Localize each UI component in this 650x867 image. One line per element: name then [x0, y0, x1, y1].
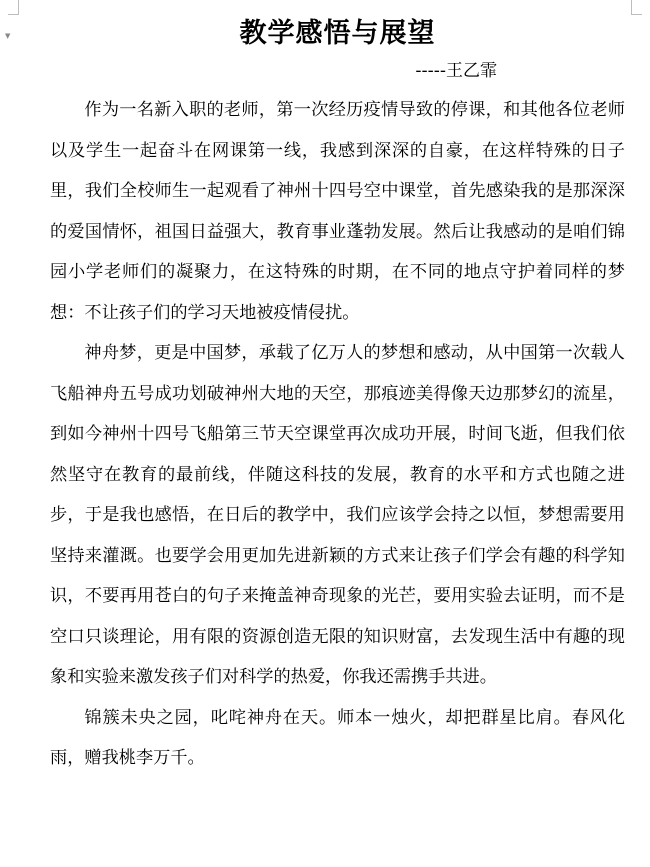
document-author: -----王乙霏 — [415, 61, 497, 81]
document-title: 教学感悟与展望 — [239, 18, 436, 49]
paragraph-2: 神舟梦，更是中国梦，承载了亿万人的梦想和感动，从中国第一次载人飞船神舟五号成功划破神州大地的天空，那痕迹美得像天边那梦幻的流星，到如今神州十四号飞船第三节天空课堂再次成功开展，时间飞逝，但我们依然坚守在教育的最前线，伴随这科技的发展，教育的水平和方式也随之进步，于是我也感悟，在日后的教学中，我们应该学会持之以恒，梦想需要用坚持来灌溉。也要学会用更加先进新颖的方式来让孩子们学会有趣的科学知识，不要再用苍白的句子来掩盖神奇现象的光芒，要用实验去证明，而不是空口只谈理论，用有限的资源创造无限的知识财富，去发现生活中有趣的现象和实验来激发孩子们对科学的热爱，你我还需携手共进。 — [50, 343, 625, 687]
collapse-arrow-icon[interactable]: ▼ — [5, 32, 11, 40]
paragraph-3: 锦簇未央之园，叱咤神舟在天。师本一烛火，却把群星比肩。春风化雨，赠我桃李万千。 — [50, 707, 625, 768]
page-corner-mark-left — [8, 0, 19, 15]
document-page — [50, 10, 625, 779]
page-corner-mark-right — [631, 0, 642, 15]
paragraph-1: 作为一名新入职的老师，第一次经历疫情导致的停课，和其他各位老师以及学生一起奋斗在网课第一线，我感到深深的自豪，在这样特殊的日子里，我们全校师生一起观看了神州十四号空中课堂，首先感染我的是那深深的爱国情怀，祖国日益强大，教育事业蓬勃发展。然后让我感动的是咱们锦园小学老师们的凝聚力，在这特殊的时期，在不同的地点守护着同样的梦想：不让孩子们的学习天地被疫情侵扰。 — [50, 100, 625, 323]
